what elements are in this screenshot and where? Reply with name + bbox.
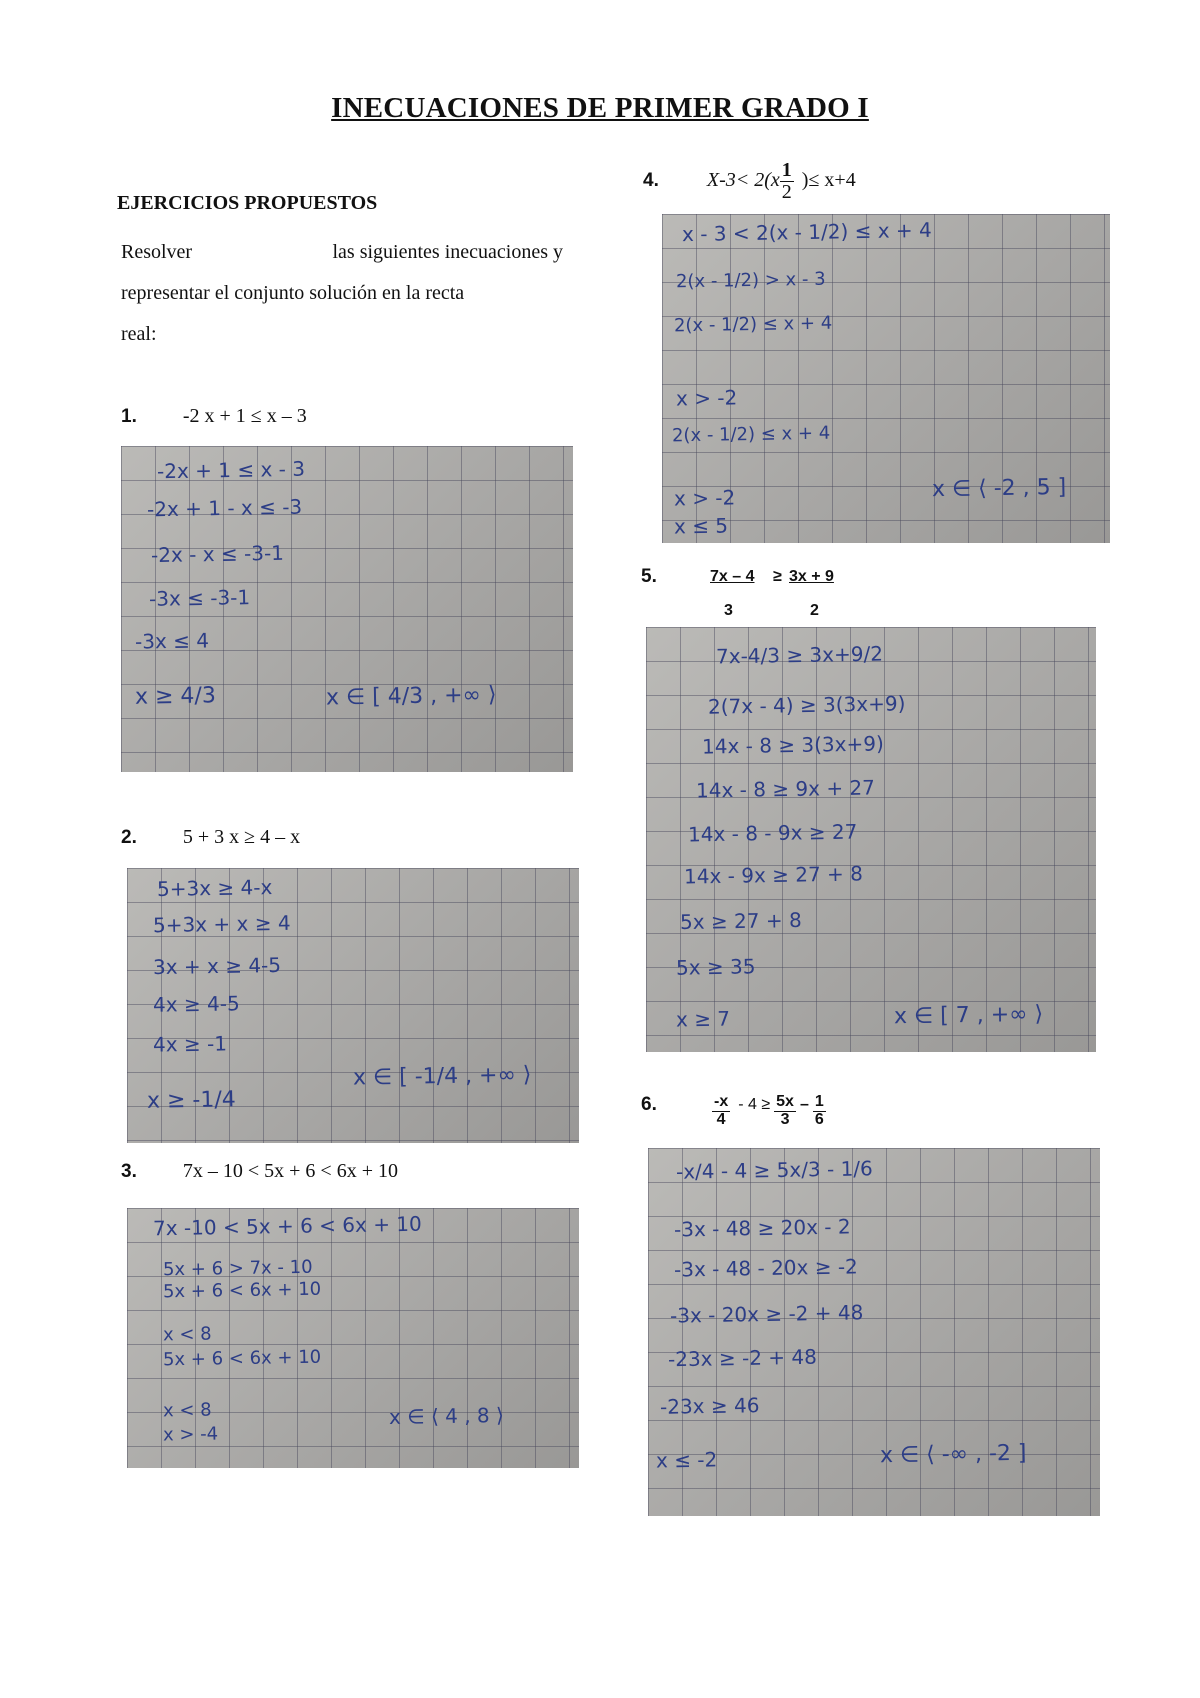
fraction-denominator: 6 xyxy=(814,1110,824,1128)
handwritten-line: 14x - 8 ≥ 9x + 27 xyxy=(695,775,876,803)
statement-minus: – xyxy=(799,1096,809,1113)
exercise-2-heading xyxy=(121,826,300,849)
exercise-5-operator: ≥ xyxy=(773,568,782,585)
fraction-numerator: 1 xyxy=(814,1093,824,1110)
instruction-line3: real: xyxy=(121,323,157,345)
exercise-statement-fraction xyxy=(780,160,794,203)
statement-middle: - 4 ≥ xyxy=(738,1096,771,1113)
handwritten-line: 5x ≥ 27 + 8 xyxy=(679,907,802,935)
exercise-4-photo xyxy=(662,214,1110,543)
handwritten-line: x ∈ ⟨ -2 , 5 ] xyxy=(931,474,1067,503)
handwritten-line: 3x + x ≥ 4-5 xyxy=(152,952,282,980)
exercise-number: 4. xyxy=(643,170,659,192)
handwritten-line: -x/4 - 4 ≥ 5x/3 - 1/6 xyxy=(675,1156,873,1184)
fraction-numerator: 1 xyxy=(781,159,792,181)
handwritten-line: 5x + 6 < 6x + 10 xyxy=(162,1278,322,1303)
handwritten-line: x ≥ -1/4 xyxy=(146,1087,237,1114)
handwritten-line: 14x - 8 - 9x ≥ 27 xyxy=(687,819,858,847)
handwritten-line: 5+3x ≥ 4-x xyxy=(156,874,273,902)
exercise-number: 6. xyxy=(641,1094,657,1115)
exercise-statement: -2 x + 1 ≤ x – 3 xyxy=(182,405,307,427)
exercise-5-numerator-right: 3x + 9 xyxy=(789,568,834,585)
exercise-number: 1. xyxy=(121,406,137,427)
exercise-5-heading xyxy=(641,566,657,588)
handwritten-line: x ≤ 5 xyxy=(673,513,729,539)
handwritten-line: x > -2 xyxy=(675,385,738,411)
handwritten-line: -3x ≤ -3-1 xyxy=(148,585,251,611)
handwritten-line: -2x + 1 - x ≤ -3 xyxy=(146,494,303,522)
exercise-3-photo xyxy=(127,1208,579,1468)
handwritten-line: -3x - 48 ≥ 20x - 2 xyxy=(673,1214,851,1242)
exercise-statement-right: )≤ x+4 xyxy=(801,169,856,192)
handwritten-line: x > -2 xyxy=(673,485,736,511)
handwritten-line: -3x - 48 - 20x ≥ -2 xyxy=(673,1254,858,1282)
handwritten-line: -2x - x ≤ -3-1 xyxy=(150,540,285,568)
handwritten-line: 14x - 8 ≥ 3(3x+9) xyxy=(701,731,884,759)
fraction-denominator: 4 xyxy=(716,1110,726,1128)
handwritten-line: x ∈ ⟨ -∞ , -2 ] xyxy=(879,1440,1027,1469)
exercise-1-photo xyxy=(121,446,573,772)
page-title: INECUACIONES DE PRIMER GRADO I xyxy=(331,92,869,124)
exercise-5-denominator-right: 2 xyxy=(810,602,819,619)
handwritten-line: x ∈ [ 7 , +∞ ⟩ xyxy=(893,1001,1044,1030)
section-heading: EJERCICIOS PROPUESTOS xyxy=(117,192,378,214)
handwritten-line: x ∈ ⟨ 4 , 8 ⟩ xyxy=(388,1402,505,1430)
exercise-statement-left: X-3< 2(x xyxy=(706,169,780,192)
handwritten-line: x ∈ [ -1/4 , +∞ ⟩ xyxy=(352,1062,532,1091)
instructions xyxy=(121,232,563,355)
handwritten-line: 5x + 6 < 6x + 10 xyxy=(162,1346,322,1371)
instruction-line1-left: Resolver xyxy=(121,241,193,263)
exercise-6-heading xyxy=(641,1094,657,1116)
handwritten-line: 5+3x + x ≥ 4 xyxy=(152,910,291,938)
handwritten-line: -23x ≥ -2 + 48 xyxy=(667,1344,818,1372)
exercise-number: 5. xyxy=(641,566,657,587)
exercise-3-heading xyxy=(121,1160,398,1183)
handwritten-line: 4x ≥ 4-5 xyxy=(152,991,240,1017)
fraction-denominator: 3 xyxy=(780,1110,790,1128)
instruction-line1-right: las siguientes inecuaciones y xyxy=(332,241,563,263)
exercise-number: 3. xyxy=(121,1161,137,1182)
fraction-numerator: 5x xyxy=(776,1093,794,1110)
fraction-c xyxy=(813,1094,826,1129)
handwritten-line: 7x-4/3 ≥ 3x+9/2 xyxy=(715,641,884,669)
exercise-statement: 7x – 10 < 5x + 6 < 6x + 10 xyxy=(182,1160,398,1182)
handwritten-line: 7x -10 < 5x + 6 < 6x + 10 xyxy=(152,1211,422,1241)
exercise-5-numerator-left: 7x – 4 xyxy=(710,568,755,585)
exercise-2-photo xyxy=(127,868,579,1143)
handwritten-line: 2(7x - 4) ≥ 3(3x+9) xyxy=(707,691,906,719)
exercise-5-denominator-left: 3 xyxy=(724,602,733,619)
handwritten-line: 2(x - 1/2) ≤ x + 4 xyxy=(673,312,833,337)
fraction-a xyxy=(712,1094,730,1129)
handwritten-line: 4x ≥ -1 xyxy=(152,1031,228,1057)
instruction-line2: representar el conjunto solución en la recta xyxy=(121,282,465,304)
fraction-denominator: 2 xyxy=(781,181,792,203)
handwritten-line: x < 8 xyxy=(162,1323,212,1346)
handwritten-line: 2(x - 1/2) ≤ x + 4 xyxy=(671,422,831,447)
fraction-b xyxy=(774,1094,796,1129)
exercise-5-photo xyxy=(646,627,1096,1052)
handwritten-line: -2x + 1 ≤ x - 3 xyxy=(156,456,306,484)
fraction-numerator: -x xyxy=(714,1093,729,1110)
handwritten-line: x > -4 xyxy=(162,1423,219,1446)
handwritten-line: x ∈ [ 4/3 , +∞ ⟩ xyxy=(325,682,497,711)
exercise-number: 2. xyxy=(121,827,137,848)
exercise-1-heading xyxy=(121,405,307,428)
handwritten-line: -3x - 20x ≥ -2 + 48 xyxy=(669,1300,864,1328)
exercise-statement: 5 + 3 x ≥ 4 – x xyxy=(182,826,301,848)
handwritten-line: 5x + 6 > 7x - 10 xyxy=(162,1256,313,1281)
handwritten-line: 14x - 9x ≥ 27 + 8 xyxy=(683,861,864,889)
exercise-6-photo xyxy=(648,1148,1100,1516)
exercise-4-heading xyxy=(643,159,856,203)
handwritten-line: -23x ≥ 46 xyxy=(659,1393,760,1419)
handwritten-line: -3x ≤ 4 xyxy=(134,628,210,654)
handwritten-line: 2(x - 1/2) > x - 3 xyxy=(675,268,826,293)
exercise-6-statement xyxy=(712,1094,826,1129)
handwritten-line: x ≥ 7 xyxy=(675,1006,731,1032)
handwritten-line: 5x ≥ 35 xyxy=(675,954,756,980)
handwritten-line: x ≥ 4/3 xyxy=(134,683,217,710)
handwritten-line: x < 8 xyxy=(162,1399,212,1422)
handwritten-line: x ≤ -2 xyxy=(655,1447,718,1473)
handwritten-line: x - 3 < 2(x - 1/2) ≤ x + 4 xyxy=(681,217,932,247)
